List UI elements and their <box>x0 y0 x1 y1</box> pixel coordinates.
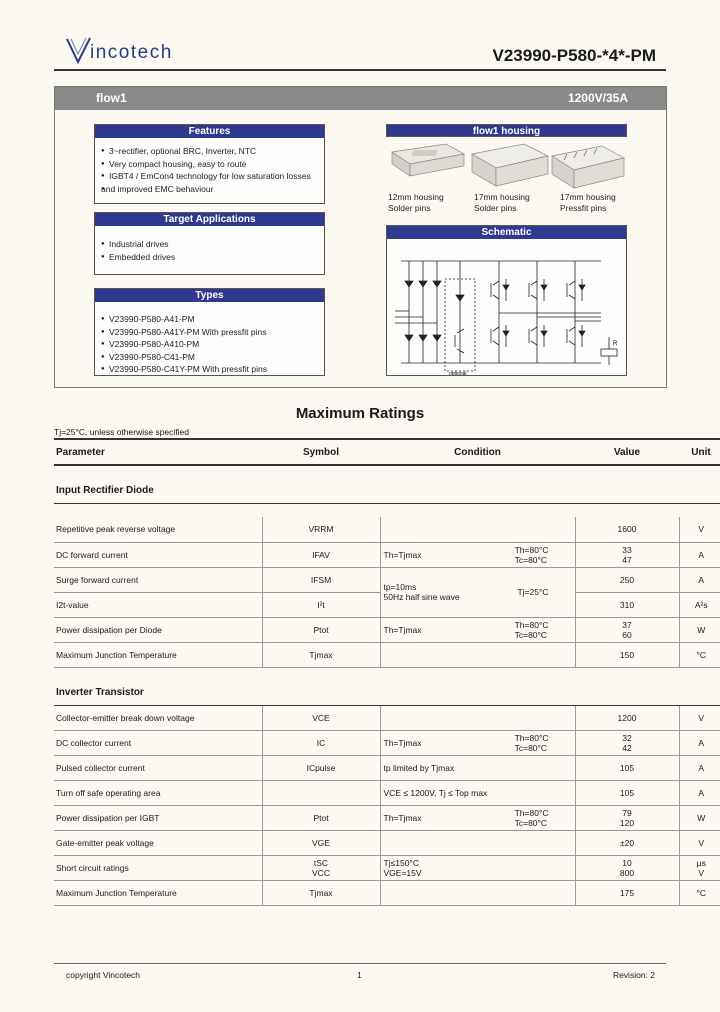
table-row <box>54 830 720 855</box>
text-line: tSC <box>313 857 329 868</box>
text-line: Tc=80°C <box>514 629 548 640</box>
unit-cell: W <box>679 617 720 642</box>
param-cell: Surge forward current <box>54 567 262 592</box>
condition-cell <box>380 730 575 755</box>
condition-cell <box>380 880 575 905</box>
value-cell: 175 <box>575 880 679 905</box>
table-row <box>54 642 720 667</box>
housing-caption-line: Solder pins <box>474 203 517 213</box>
text-line: 10 <box>622 857 632 868</box>
symbol-cell: Tjmax <box>262 642 380 667</box>
symbol-cell: VRRM <box>262 517 380 542</box>
value-cell <box>576 545 679 565</box>
unit-cell: A <box>679 780 720 805</box>
housing-caption-line: 12mm housing <box>388 192 444 202</box>
text-line: Tc=80°C <box>514 554 548 565</box>
application-item: ● Industrial drives <box>101 238 324 251</box>
condition-cell <box>380 805 575 830</box>
inverter-legs <box>491 261 601 363</box>
value-cell: ±20 <box>575 830 679 855</box>
condition-temps <box>515 733 549 753</box>
feature-item: ● and improved EMC behaviour <box>101 183 324 196</box>
text-line: Tj≤150°C <box>383 857 419 868</box>
param-cell: I2t-value <box>54 592 262 617</box>
condition-cell: tp limited by Tjmax <box>380 755 575 780</box>
value-cell: 105 <box>575 755 679 780</box>
header-symbol: Symbol <box>262 439 380 465</box>
table-row <box>54 617 720 642</box>
condition-note: Tj=25°C, unless otherwise specified <box>54 427 189 437</box>
condition-cell <box>380 542 575 567</box>
type-item: ● V23990-P580-A41-PM <box>101 313 324 326</box>
condition-cell <box>380 617 575 642</box>
type-item: ● V23990-P580-A410-PM <box>101 338 324 351</box>
condition-temps <box>515 620 549 640</box>
value-cell: 1600 <box>575 517 679 542</box>
symbol-cell: I²t <box>262 592 380 617</box>
condition-text: Th=Tjmax <box>383 812 422 823</box>
text-line: Th=80°C <box>514 807 549 818</box>
type-item: ● V23990-P580-C41-PM <box>101 351 324 364</box>
condition-cell <box>384 858 575 878</box>
features-box <box>94 124 325 204</box>
header-value: Value <box>575 439 679 465</box>
condition-text <box>384 582 460 602</box>
table-row <box>54 855 720 880</box>
text-line: Th=80°C <box>514 544 549 555</box>
symbol-cell <box>262 780 380 805</box>
text-line: 800 <box>619 867 635 878</box>
text-line: 42 <box>622 742 632 753</box>
condition-text: Th=Tjmax <box>383 624 422 635</box>
condition-text: Th=Tjmax <box>383 737 422 748</box>
feature-item: ● IGBT4 / EmCon4 technology for low saturation losses <box>101 170 324 183</box>
table-row <box>54 805 720 830</box>
text-line: 47 <box>622 554 632 565</box>
section-title: Maximum Ratings <box>295 405 425 422</box>
symbol-cell: ICpulse <box>262 755 380 780</box>
spacer <box>54 503 720 517</box>
housing-caption <box>474 192 530 214</box>
text-line: 50Hz half sine wave <box>383 592 460 602</box>
text-line: 33 <box>622 544 632 555</box>
param-cell: Maximum Junction Temperature <box>54 880 262 905</box>
voltage-current-rating: 1200V/35A <box>567 91 628 105</box>
logo-v-icon <box>66 36 92 64</box>
value-cell <box>576 858 679 878</box>
housing-title: flow1 housing <box>386 124 627 137</box>
header-parameter: Parameter <box>54 439 262 465</box>
vincotech-logo <box>66 34 173 64</box>
symbol-cell: VGE <box>262 830 380 855</box>
types-box <box>94 288 325 376</box>
unit-cell: A <box>679 755 720 780</box>
footer-rule <box>54 963 666 964</box>
condition-cell <box>380 705 575 730</box>
type-item: ● V23990-P580-A41Y-PM With pressfit pins <box>101 326 324 339</box>
unit-cell: A <box>679 730 720 755</box>
text-line: Th=80°C <box>514 619 549 630</box>
table-row <box>54 517 720 542</box>
revision: Revision: 2 <box>612 970 655 980</box>
param-cell: Power dissipation per Diode <box>54 617 262 642</box>
param-cell: Power dissipation per IGBT <box>54 805 262 830</box>
target-applications-box <box>94 212 325 275</box>
value-cell <box>576 808 679 828</box>
section-header: Inverter Transistor <box>54 681 720 705</box>
text-line: Th=80°C <box>514 732 549 743</box>
value-cell: 250 <box>575 567 679 592</box>
unit-cell <box>680 858 720 878</box>
unit-cell: °C <box>679 880 720 905</box>
condition-text: Th=Tjmax <box>383 549 422 560</box>
housing-photos <box>388 138 626 192</box>
housing-12mm-photo <box>392 144 464 176</box>
value-cell <box>576 733 679 753</box>
table-row <box>54 780 720 805</box>
target-applications-title: Target Applications <box>95 213 324 226</box>
param-cell: Pulsed collector current <box>54 755 262 780</box>
housing-17mm-solder-photo <box>472 144 548 186</box>
housing-caption-line: 17mm housing <box>474 192 530 202</box>
param-cell: DC forward current <box>54 542 262 567</box>
feature-item: ● Very compact housing, easy to route <box>101 158 324 171</box>
spacer <box>54 667 720 681</box>
housing-17mm-pressfit-photo <box>552 146 624 188</box>
symbol-cell: IFAV <box>262 542 380 567</box>
value-cell: 150 <box>575 642 679 667</box>
unit-cell: A <box>679 567 720 592</box>
symbol-cell: Ptot <box>262 805 380 830</box>
text-line: VCC <box>312 867 330 878</box>
condition-temps: Tj=25°C <box>517 587 549 597</box>
symbol-cell: Tjmax <box>262 880 380 905</box>
header-rule <box>54 69 666 71</box>
condition-cell <box>380 642 575 667</box>
symbol-cell: IC <box>262 730 380 755</box>
housing-caption <box>560 192 616 214</box>
value-cell: 105 <box>575 780 679 805</box>
housing-caption-line: Solder pins <box>388 203 431 213</box>
value-cell <box>576 620 679 640</box>
param-cell: Turn off safe operating area <box>54 780 262 805</box>
text-line: V <box>698 867 705 878</box>
symbol-cell: VCE <box>262 705 380 730</box>
ntc-label: R <box>613 341 618 347</box>
features-title: Features <box>95 125 324 138</box>
housing-caption-line: Pressfit pins <box>560 203 607 213</box>
unit-cell: V <box>679 705 720 730</box>
ratings-table <box>54 438 720 906</box>
application-item: ● Embedded drives <box>101 251 324 264</box>
unit-cell: °C <box>679 642 720 667</box>
symbol-cell: IFSM <box>262 567 380 592</box>
symbol-cell <box>263 858 380 878</box>
value-cell: 310 <box>575 592 679 617</box>
text-line: Tc=80°C <box>514 742 548 753</box>
section-header: Input Rectifier Diode <box>54 479 720 503</box>
param-cell: Repetitive peak reverse voltage <box>54 517 262 542</box>
unit-cell: V <box>679 517 720 542</box>
header-unit: Unit <box>679 439 720 465</box>
page-number: 1 <box>357 970 362 980</box>
param-cell: Gate-emitter peak voltage <box>54 830 262 855</box>
schematic-title: Schematic <box>387 226 626 239</box>
unit-cell: A <box>679 542 720 567</box>
text-line: µs <box>696 857 706 868</box>
table-header-row <box>54 439 720 465</box>
table-row <box>54 705 720 730</box>
table-row <box>54 730 720 755</box>
condition-temps <box>515 808 549 828</box>
housing-caption <box>388 192 444 214</box>
logo-text: incotech <box>90 42 173 63</box>
unit-cell: A²s <box>679 592 720 617</box>
table-row <box>54 542 720 567</box>
text-line: Tc=80°C <box>514 817 548 828</box>
text-line: tp=10ms <box>383 582 417 592</box>
spacer <box>54 465 720 479</box>
unit-cell: V <box>679 830 720 855</box>
param-cell: Short circuit ratings <box>54 855 262 880</box>
condition-cell <box>380 830 575 855</box>
text-line: VGE=15V <box>383 867 422 878</box>
text-line: 32 <box>622 732 632 743</box>
housing-caption-line: 17mm housing <box>560 192 616 202</box>
text-line: 120 <box>619 817 635 828</box>
part-number: V23990-P580-*4*-PM <box>492 46 656 65</box>
header-condition: Condition <box>380 439 575 465</box>
param-cell: Collector-emitter break down voltage <box>54 705 262 730</box>
circuit-diagram <box>387 239 626 375</box>
param-cell: DC collector current <box>54 730 262 755</box>
type-item: ● V23990-P580-C41Y-PM With pressfit pins <box>101 363 324 376</box>
condition-cell: VCE ≤ 1200V, Tj ≤ Top max <box>380 780 575 805</box>
types-title: Types <box>95 289 324 302</box>
text-line: 37 <box>622 619 632 630</box>
feature-item: ● 3~rectifier, optional BRC, Inverter, NTC <box>101 145 324 158</box>
param-cell: Maximum Junction Temperature <box>54 642 262 667</box>
copyright: copyright Vincotech <box>66 970 141 980</box>
optional-label: optional <box>449 371 467 375</box>
rectifier-bridge <box>395 261 441 363</box>
value-cell: 1200 <box>575 705 679 730</box>
text-line: 79 <box>622 807 632 818</box>
condition-cell-merged <box>380 567 575 617</box>
schematic-box <box>386 225 627 376</box>
table-row <box>54 567 720 592</box>
condition-temps <box>515 545 549 565</box>
table-row <box>54 880 720 905</box>
symbol-cell: Ptot <box>262 617 380 642</box>
text-line: 60 <box>622 629 632 640</box>
table-row <box>54 755 720 780</box>
unit-cell: W <box>679 805 720 830</box>
condition-cell <box>380 517 575 542</box>
product-family: flow1 <box>96 91 127 105</box>
